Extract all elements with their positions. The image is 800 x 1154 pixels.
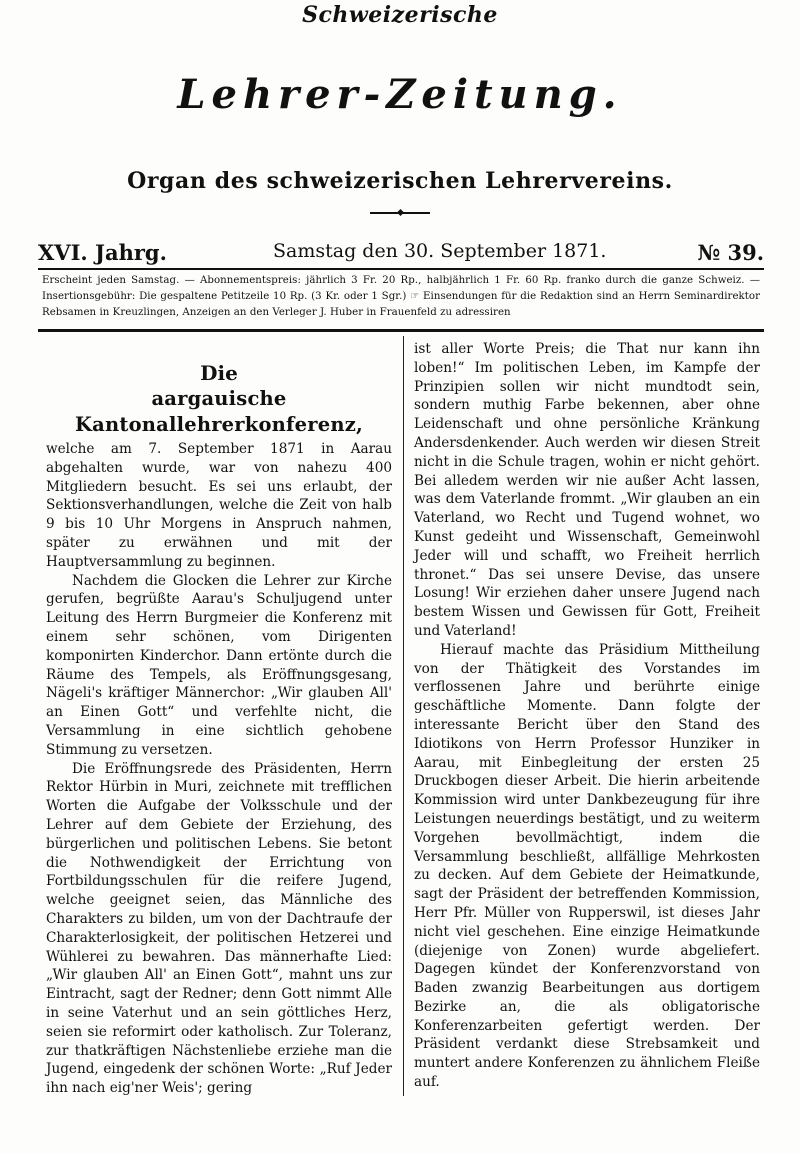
article-paragraph: Nachdem die Glocken die Lehrer zur Kirche gerufen, begrüßte Aarau's Schuljugend unter Leitung des Herrn Burgmeier die Konferenz mit einem sehr schönen, vom Dirigenten komponirten Kinderchor. Dann ertönte durch die Räume des Tempels, als Eröffnungsgesang, Nägeli's kräftiger Männerchor: „Wir glauben All' an Einen Gott“ und verfehlte nicht, die Versammlung in eine sichtlich gehobene Stimmung zu versetzen. <box>46 572 392 758</box>
article-paragraph: Hierauf machte das Präsidium Mittheilung von der Thätigkeit des Vorstandes im verflossenen Jahre und berührte einige geschäftliche Momente. Dann folgte der interessante Bericht über den Stand des Idiotikons von Herrn Professor Hunziker in Aarau, mit Einbegleitung der ersten 25 Druckbogen dieser Arbeit. Die hierin arbeitende Kommission wird unter Dankbezeugung für ihre Leistungen neuerdings bestätigt, und zu weiterm Vorgehen bevollmächtigt, indem die Versammlung beschließt, allfällige Mehrkosten zu decken. Auf dem Gebiete der Heimatkunde, sagt der Präsident der betreffenden Kommission, Herr Pfr. Müller von Rupperswil, ist dieses Jahr nicht viel geschehen. Eine einzige Heimatkunde (diejenige von Zonen) wurde abgeliefert. Dagegen kündet der Konferenzvorstand von Baden zwanzig Bearbeitungen aus dortigem Bezirke an, die als obligatorische Konferenzarbeiten gefertigt werden. Der Präsident verdankt diese Strebsamkeit und muntert andere Konferenzen zu ähnlichem Fleiße auf. <box>414 641 760 1091</box>
dateline <box>38 240 764 264</box>
issue-date: Samstag den 30. September 1871. <box>273 240 607 262</box>
masthead-kicker: Schweizerische <box>302 2 498 28</box>
volume-label: XVI. Jahrg. <box>38 240 167 265</box>
ornament-divider <box>370 212 430 214</box>
header-rule-thick <box>38 329 764 332</box>
issue-number: № 39. <box>697 240 764 265</box>
article-pretitle: Die <box>200 361 238 385</box>
column-divider <box>403 336 404 1096</box>
article-paragraph: ist aller Worte Preis; die That nur kann ihn loben!“ Im politischen Leben, im Kampfe der Prinzipien sollen wir nicht mundtodt sein, sondern muthig Farbe bekennen, aber ohne Leidenschaft und ohne persönliche Kränkung Andersdenkender. Auch werden wir diesen Streit nicht in die Schule tragen, wohin er nicht gehört. Bei alledem werden wir nie außer Acht lassen, was dem Vaterlande frommt. „Wir glauben an ein Vaterland, wo Recht und Tugend wohnet, wo Kunst gedeiht und Wissenschaft, Gemeinwohl Jeder will und schafft, wo Freiheit herrlich thronet.“ Das sei unsere Devise, das unsere Losung! Wir erziehen daher unsere Jugend nach bestem Wissen und Gewissen für Gott, Freiheit und Vaterland! <box>414 341 760 639</box>
subscription-info: Erscheint jeden Samstag. — Abonnementspreis: jährlich 3 Fr. 20 Rp., halbjährlich 1 Fr. 60 Rp. franko durch die ganze Schweiz. — Insertionsgebühr: Die gespaltene Petitzeile 10 Rp. (3 Kr. oder 1 Sgr.) ☞ Einsendungen für die Redaktion sind an Herrn Seminardirektor Rebsamen in Kreuzlingen, Anzeigen an den Verleger J. Huber in Frauenfeld zu adressiren <box>42 275 760 318</box>
article-column-left <box>46 340 392 1098</box>
article-title: aargauische Kantonallehrerkonferenz, <box>75 387 363 436</box>
article-paragraph: Die Eröffnungsrede des Präsidenten, Herrn Rektor Hürbin in Muri, zeichnete mit trefflichen Worten die Aufgabe der Volksschule und der Lehrer auf dem Gebiete der Erziehung, des bürgerlichen und politischen Lebens. Sie betont die Nothwendigkeit der Errichtung von Fortbildungsschulen für die reifere Jugend, welche geeignet seien, das Männliche des Charakters zu bilden, um von der Dachtraufe der Charakterlosigkeit, der politischen Hetzerei und Wühlerei zu bewahren. Das männerhafte Lied: „Wir glauben All' an Einen Gott“, mahnt uns zur Eintracht, sagt der Redner; denn Gott nimmt Alle in seine Vaterhut und an sein göttliches Herz, seien sie reformirt oder katholisch. Zur Toleranz, zur thatkräftigen Nächstenliebe erziehe man die Jugend, eingedenk der schönen Worte: „Ruf Jeder ihn nach eig'ner Weis'; gering <box>46 760 392 1097</box>
article-column-right <box>414 340 760 1092</box>
header-rule <box>38 268 764 270</box>
masthead-subtitle: Organ des schweizerischen Lehrervereins. <box>127 168 673 194</box>
article-paragraph: welche am 7. September 1871 in Aarau abgehalten wurde, war von nahezu 400 Mitgliedern besucht. Es sei uns erlaubt, der Sektionsverhandlungen, welche die Zeit von halb 9 bis 10 Uhr Morgens in Anspruch nahmen, später zu erwähnen und mit der Hauptversammlung zu beginnen. <box>46 441 392 570</box>
masthead-title: Lehrer-Zeitung. <box>177 71 623 118</box>
